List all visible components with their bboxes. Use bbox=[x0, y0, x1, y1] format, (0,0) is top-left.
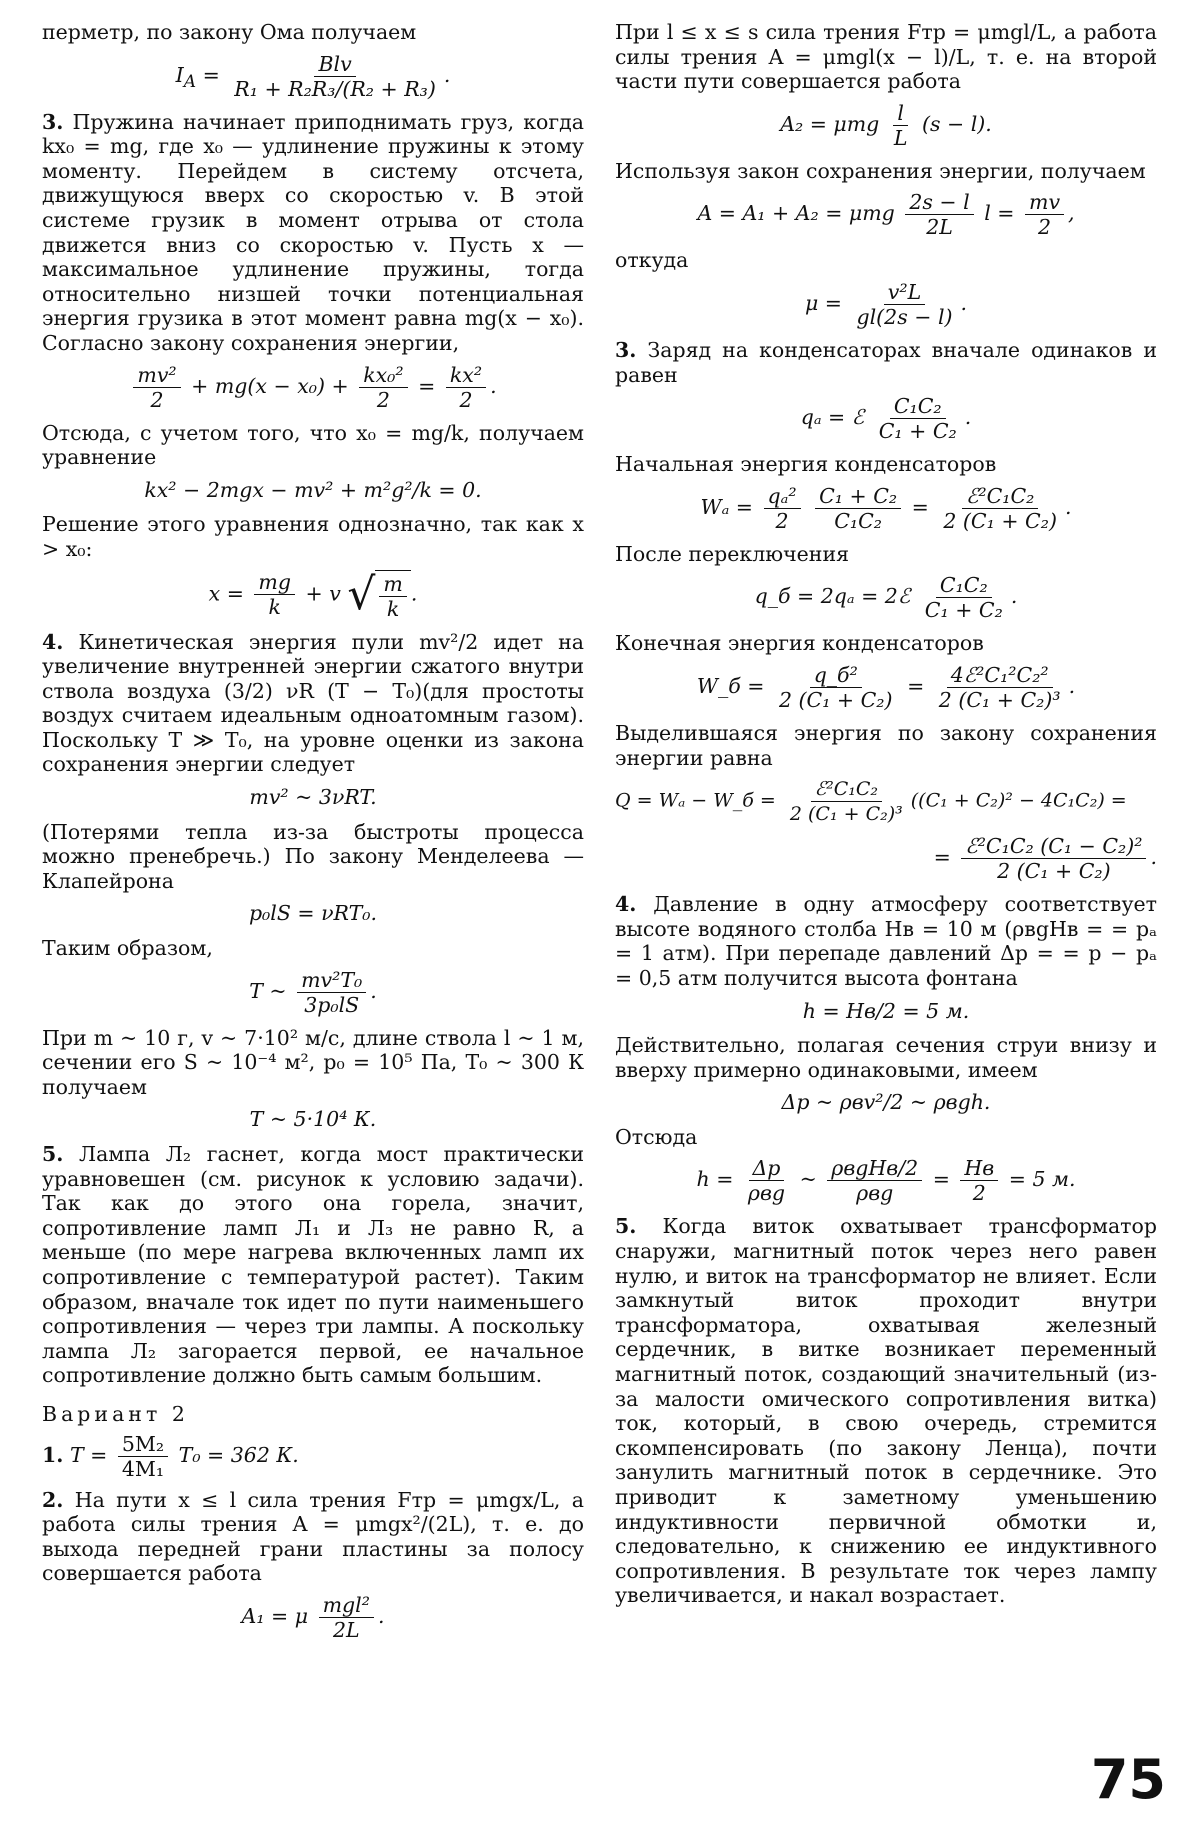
formula-energy: $\frac{\text{mv²}}{2}$ + mg(x − x₀) + $\frac{\text{kx₀²}}{2}$ = $\frac{\text{kx²}}{2}$ . bbox=[42, 364, 584, 411]
denominator: C₁ + C₂ bbox=[924, 598, 1003, 623]
denominator: 2 bbox=[972, 1181, 986, 1206]
formula-part: = bbox=[907, 673, 925, 698]
denominator: R₁ + R₂R₃/(R₂ + R₃) bbox=[234, 76, 436, 101]
numerator: l bbox=[893, 102, 908, 126]
fraction bbox=[786, 778, 907, 825]
formula-part: A bbox=[183, 71, 197, 92]
formula-initial-energy: Wₐ = $\frac{\text{qₐ²}}{2}$ $\frac{\text{C₁ + C₂}}{\text{C₁C₂}}$ = $\frac{\text{ℰ²C₁C₂}}{\text{2 (C₁ + C₂)}}$ . bbox=[700, 483, 1072, 533]
denominator: 2 (C₁ + C₂)³ bbox=[789, 803, 903, 826]
formula-ohm: $I_A$ = $\frac{\text{Blv}}{\text{R₁ + R₂R₃/(R₂ + R₃)}}$ . bbox=[175, 51, 451, 101]
problem-number: 1. bbox=[42, 1442, 64, 1467]
paragraph: Начальная энергия конденсаторов bbox=[615, 452, 997, 477]
problem-5 bbox=[42, 1142, 584, 1388]
numerator: ℰ²C₁C₂ bbox=[811, 778, 882, 802]
paragraph: Кинетическая энергия пули mv²/2 идет на увеличение внутренней энергии сжатого внутри ствола воздуха (3/2) νR (T − T₀)(для простоты воздух считаем идеальным одноатомным газом). Поскольку T ≫ T₀, на уровне оценки из закона сохранения энергии следует bbox=[42, 629, 584, 777]
paragraph: При l ≤ x ≤ s сила трения Fтр = μmgl/L, а работа силы трения A = μmgl(x − l)/L, т. е. на второй части пути совершается работа bbox=[615, 20, 1157, 94]
formula-part: A₁ = μ bbox=[241, 1603, 309, 1628]
formula-part: (s − l). bbox=[922, 111, 992, 136]
numerator: C₁C₂ bbox=[890, 395, 946, 419]
numerator: 5M₂ bbox=[118, 1433, 168, 1457]
paragraph: Давление в одну атмосферу соответствует высоте водяного столба Hв = 10 м (ρвgHв = = pₐ = 1 атм). При перепаде давлений Δp = = p − pₐ = 0,5 атм получится высота фонтана bbox=[615, 892, 1157, 990]
formula-pressure: Δp ~ ρвv²/2 ~ ρвgh. bbox=[781, 1090, 991, 1115]
denominator: 2 (C₁ + C₂) bbox=[778, 687, 893, 712]
formula-part: qₐ = ℰ bbox=[800, 405, 865, 430]
right-column bbox=[615, 20, 1157, 1614]
paragraph: Таким образом, bbox=[42, 936, 213, 961]
problem-number: 4. bbox=[615, 892, 637, 917]
formula-part: = bbox=[418, 373, 436, 398]
formula-part: ((C₁ + C₂)² − 4C₁C₂) = bbox=[910, 789, 1127, 812]
square-root: √ $\frac{m}{k}$ bbox=[347, 570, 411, 620]
formula-part: T ~ bbox=[249, 978, 287, 1003]
paragraph: Решение этого уравнения однозначно, так как x > x₀: bbox=[42, 512, 584, 561]
paragraph: перметр, по закону Ома получаем bbox=[42, 20, 417, 44]
formula-part: I bbox=[175, 62, 184, 87]
formula-part: A₂ = μmg bbox=[780, 111, 880, 136]
fraction bbox=[853, 281, 957, 328]
denominator: 2 (C₁ + C₂)³ bbox=[938, 687, 1061, 712]
fraction bbox=[133, 364, 180, 411]
numerator: Blv bbox=[314, 53, 355, 77]
formula-part: = bbox=[911, 494, 929, 519]
numerator: q_б² bbox=[810, 664, 862, 688]
formula-part: + mg(x − x₀) + bbox=[191, 373, 349, 398]
numerator: qₐ² bbox=[764, 485, 801, 509]
formula-part: = 5 м. bbox=[1008, 1167, 1076, 1192]
numerator: v²L bbox=[884, 281, 925, 305]
fraction bbox=[379, 573, 406, 620]
problem-number: 3. bbox=[615, 337, 637, 362]
numerator: kx₀² bbox=[359, 364, 407, 388]
problem-number: 3. bbox=[42, 109, 64, 134]
paragraph: После переключения bbox=[615, 541, 850, 566]
denominator: 2 (C₁ + C₂) bbox=[943, 508, 1057, 533]
fraction bbox=[297, 969, 366, 1016]
problem-3 bbox=[615, 338, 1157, 387]
formula-part: Q = Wₐ − W_б = bbox=[615, 789, 776, 812]
formula-part: A = A₁ + A₂ = μmg bbox=[697, 201, 895, 226]
numerator: mv bbox=[1025, 191, 1064, 215]
formula-work-2 bbox=[615, 102, 1157, 149]
denominator: 4M₁ bbox=[121, 1456, 165, 1481]
problem-number: 5. bbox=[42, 1142, 64, 1166]
numerator: mv²T₀ bbox=[297, 969, 366, 993]
denominator: k bbox=[386, 596, 400, 621]
numerator: 4ℰ²C₁²C₂² bbox=[947, 664, 1053, 688]
formula-part: = bbox=[933, 845, 951, 870]
formula-estimate: mv² ~ 3νRT. bbox=[249, 785, 377, 810]
denominator: C₁ + C₂ bbox=[878, 419, 957, 444]
fraction bbox=[875, 395, 961, 442]
problem-5 bbox=[615, 1214, 1157, 1608]
denominator: 2 bbox=[775, 508, 789, 533]
paragraph: При m ~ 10 г, v ~ 7·10² м/с, длине ствола l ~ 1 м, сечении его S ~ 10⁻⁴ м², p₀ = 10⁵ Па, T₀ ~ 300 К получаем bbox=[42, 1025, 584, 1099]
fraction bbox=[254, 571, 295, 618]
fraction bbox=[775, 664, 897, 711]
paragraph: Лампа Л₂ гаснет, когда мост практически уравновешен (см. рисунок к условию задачи). Так как до этого она горела, значит, сопротивление ламп Л₁ и Л₃ не равно R, а меньше (по мере нагрева включенных ламп их сопротивление с температурой растет). Таким образом, вначале ток идет по пути наименьшего сопротивления — через три лампы. А поскольку лампа Л₂ загорается первой, ее начальное сопротивление должно быть самым большим. bbox=[42, 1142, 584, 1388]
denominator: gl(2s − l) bbox=[856, 304, 953, 329]
fraction bbox=[764, 485, 801, 532]
denominator: 2 bbox=[376, 387, 390, 412]
formula-height: h = Hв/2 = 5 м. bbox=[802, 998, 970, 1023]
formula-part: W_б = bbox=[696, 673, 765, 698]
fraction bbox=[744, 1157, 789, 1204]
paragraph: Действительно, полагая сечения струи внизу и вверху примерно одинаковыми, имеем bbox=[615, 1033, 1157, 1082]
formula-part: l = bbox=[984, 201, 1015, 226]
formula-charge: qₐ = ℰ $\frac{\text{C₁C₂}}{\text{C₁ + C₂}}$ . bbox=[800, 394, 972, 444]
denominator: k bbox=[268, 595, 281, 619]
paragraph: Используя закон сохранения энергии, получаем bbox=[615, 158, 1146, 183]
problem-number: 2. bbox=[42, 1487, 64, 1512]
paragraph: Когда виток охватывает трансформатор снаружи, магнитный поток через него равен нулю, и виток на трансформатор не влияет. Если замкнутый виток проходит внутри трансформатора, охватывая железный сердечник, в витке возникает переменный магнитный поток, создающий значительный (из-за малости омического сопротивления витка) ток, который, в свою очередь, стремится скомпенсировать (по закону Ленца), почти занулить магнитный поток в сердечнике. Это приводит к заметному уменьшению индуктивности первичной обмотки и, следовательно, к снижению ее индуктивного сопротивления. В результате ток через лампу увеличивается, и накал возрастает. bbox=[615, 1214, 1157, 1608]
fraction bbox=[939, 485, 1061, 532]
numerator: 2s − l bbox=[905, 191, 973, 215]
denominator: 2L bbox=[926, 215, 953, 240]
denominator: 2 bbox=[1037, 215, 1052, 240]
numerator: mgl² bbox=[319, 1594, 374, 1618]
paragraph: Выделившаяся энергия по закону сохранения энергии равна bbox=[615, 720, 1157, 770]
problem-3 bbox=[42, 110, 584, 356]
formula-part: = bbox=[932, 1167, 950, 1192]
numerator: Hв bbox=[960, 1157, 998, 1181]
fraction bbox=[118, 1433, 168, 1480]
numerator: Δp bbox=[749, 1157, 785, 1181]
denominator: ρвg bbox=[747, 1181, 786, 1206]
fraction bbox=[230, 53, 440, 100]
denominator: 3p₀lS bbox=[304, 992, 360, 1017]
paragraph: Конечная энергия конденсаторов bbox=[615, 631, 984, 656]
formula-clapeyron: p₀lS = νRT₀. bbox=[248, 901, 378, 926]
denominator: 2 bbox=[459, 387, 473, 412]
paragraph: Пружина начинает приподнимать груз, когда kx₀ = mg, где x₀ — удлинение пружины к этому моменту. Перейдем в систему отсчета, движущуюся вверх со скоростью v. В этой системе грузик в момент отрыва от стола движется вниз со скоростью v. Пусть x — максимальное удлинение пружины, тогда относительно низшей точки потенциальная энергия грузика в этот момент равна mg(x − x₀). Согласно закону сохранения энергии, bbox=[42, 109, 584, 355]
denominator: L bbox=[893, 125, 908, 150]
formula-heat-2: = $\frac{\text{ℰ²C₁C₂ (C₁ − C₂)²}}{\text{2 (C₁ + C₂)}}$ . bbox=[933, 834, 1157, 884]
formula-final-energy: W_б = $\frac{\text{q\_б²}}{\text{2 (C₁ + C₂)}}$ = $\frac{\text{4ℰ²C₁²C₂²}}{\text{2 (C₁ + C₂)³}}$ . bbox=[696, 662, 1076, 712]
paragraph: Отсюда, с учетом того, что x₀ = mg/k, получаем уравнение bbox=[42, 420, 584, 470]
formula-result: T ~ 5·10⁴ К. bbox=[249, 1107, 377, 1132]
formula-solution: x = $\frac{mg}{k}$ + v √ $\frac{m}{k}$ . bbox=[208, 568, 418, 621]
numerator: m bbox=[379, 573, 406, 597]
fraction bbox=[319, 1594, 374, 1641]
numerator: mv² bbox=[133, 364, 180, 388]
formula-part: Wₐ = bbox=[700, 494, 753, 519]
formula-part: h = bbox=[696, 1167, 734, 1192]
left-column bbox=[42, 20, 584, 1651]
denominator: C₁C₂ bbox=[834, 508, 883, 533]
numerator: ℰ²C₁C₂ bbox=[962, 485, 1038, 509]
problem-number: 4. bbox=[42, 629, 64, 654]
problem-4 bbox=[42, 630, 584, 778]
formula-work-1: A₁ = μ $\frac{\text{mgl²}}{2L}$ . bbox=[241, 1592, 385, 1642]
fraction bbox=[960, 1157, 998, 1204]
fraction bbox=[935, 664, 1065, 711]
formula-quadratic: kx² − 2mgx − mv² + m²g²/k = 0. bbox=[144, 477, 482, 502]
formula-height-final bbox=[615, 1157, 1157, 1204]
section-heading: Вариант 2 bbox=[42, 1401, 189, 1426]
fraction bbox=[1025, 191, 1064, 238]
numerator: C₁C₂ bbox=[936, 574, 992, 598]
numerator: kx² bbox=[446, 364, 486, 388]
formula-part: q_б = 2qₐ = 2ℰ bbox=[754, 584, 911, 609]
fraction bbox=[961, 835, 1146, 882]
formula-total-work: A = A₁ + A₂ = μmg $\frac{2s - l}{2L}$ l = $\frac{mv}{2}$ , bbox=[697, 190, 1075, 240]
problem-number: 5. bbox=[615, 1214, 637, 1239]
denominator: 2L bbox=[332, 1617, 360, 1642]
paragraph: откуда bbox=[615, 248, 689, 273]
numerator: ρвgHв/2 bbox=[827, 1157, 922, 1181]
fraction bbox=[815, 485, 901, 532]
formula-heat-1 bbox=[615, 778, 1157, 825]
formula-part: μ = bbox=[804, 290, 842, 315]
problem-4 bbox=[615, 892, 1157, 990]
formula-part: T₀ = 362 К. bbox=[178, 1442, 299, 1467]
paragraph: (Потерями тепла из-за быстроты процесса можно пренебречь.) По закону Менделеева — Клапейрона bbox=[42, 819, 584, 893]
denominator: ρвg bbox=[856, 1181, 894, 1206]
fraction bbox=[905, 191, 973, 238]
fraction bbox=[890, 102, 912, 149]
formula-part: + v bbox=[305, 581, 341, 605]
variant2-problem-2 bbox=[42, 1488, 584, 1586]
fraction bbox=[921, 574, 1007, 621]
formula-part: x = bbox=[208, 581, 244, 605]
formula-mu: μ = $\frac{\text{v²L}}{gl(2s - l)}$ . bbox=[804, 279, 968, 329]
numerator: C₁ + C₂ bbox=[815, 485, 901, 509]
formula-part: T = bbox=[69, 1442, 108, 1467]
fraction bbox=[359, 364, 407, 411]
fraction bbox=[446, 364, 486, 411]
paragraph: Отсюда bbox=[615, 1124, 698, 1149]
numerator: mg bbox=[254, 571, 295, 595]
page-number: 75 bbox=[1090, 1748, 1166, 1811]
formula-charge-after: q_б = 2qₐ = 2ℰ $\frac{\text{C₁C₂}}{\text{C₁ + C₂}}$ . bbox=[754, 573, 1018, 623]
numerator: ℰ²C₁C₂ (C₁ − C₂)² bbox=[961, 835, 1146, 859]
variant2-problem-1 bbox=[42, 1433, 584, 1480]
formula-part: ~ bbox=[799, 1167, 817, 1192]
denominator: 2 bbox=[150, 387, 164, 412]
paragraph: Заряд на конденсаторах вначале одинаков и равен bbox=[615, 337, 1157, 387]
formula-temperature: T ~ $\frac{\text{mv²T₀}}{\text{3p₀lS}}$ . bbox=[249, 967, 377, 1017]
fraction bbox=[827, 1157, 922, 1204]
paragraph: На пути x ≤ l сила трения Fтр = μmgx/L, а работа силы трения A = μmgx²/(2L), т. е. до выхода передней грани пластины за полосу совершается работа bbox=[42, 1487, 584, 1586]
denominator: 2 (C₁ + C₂) bbox=[997, 859, 1111, 884]
